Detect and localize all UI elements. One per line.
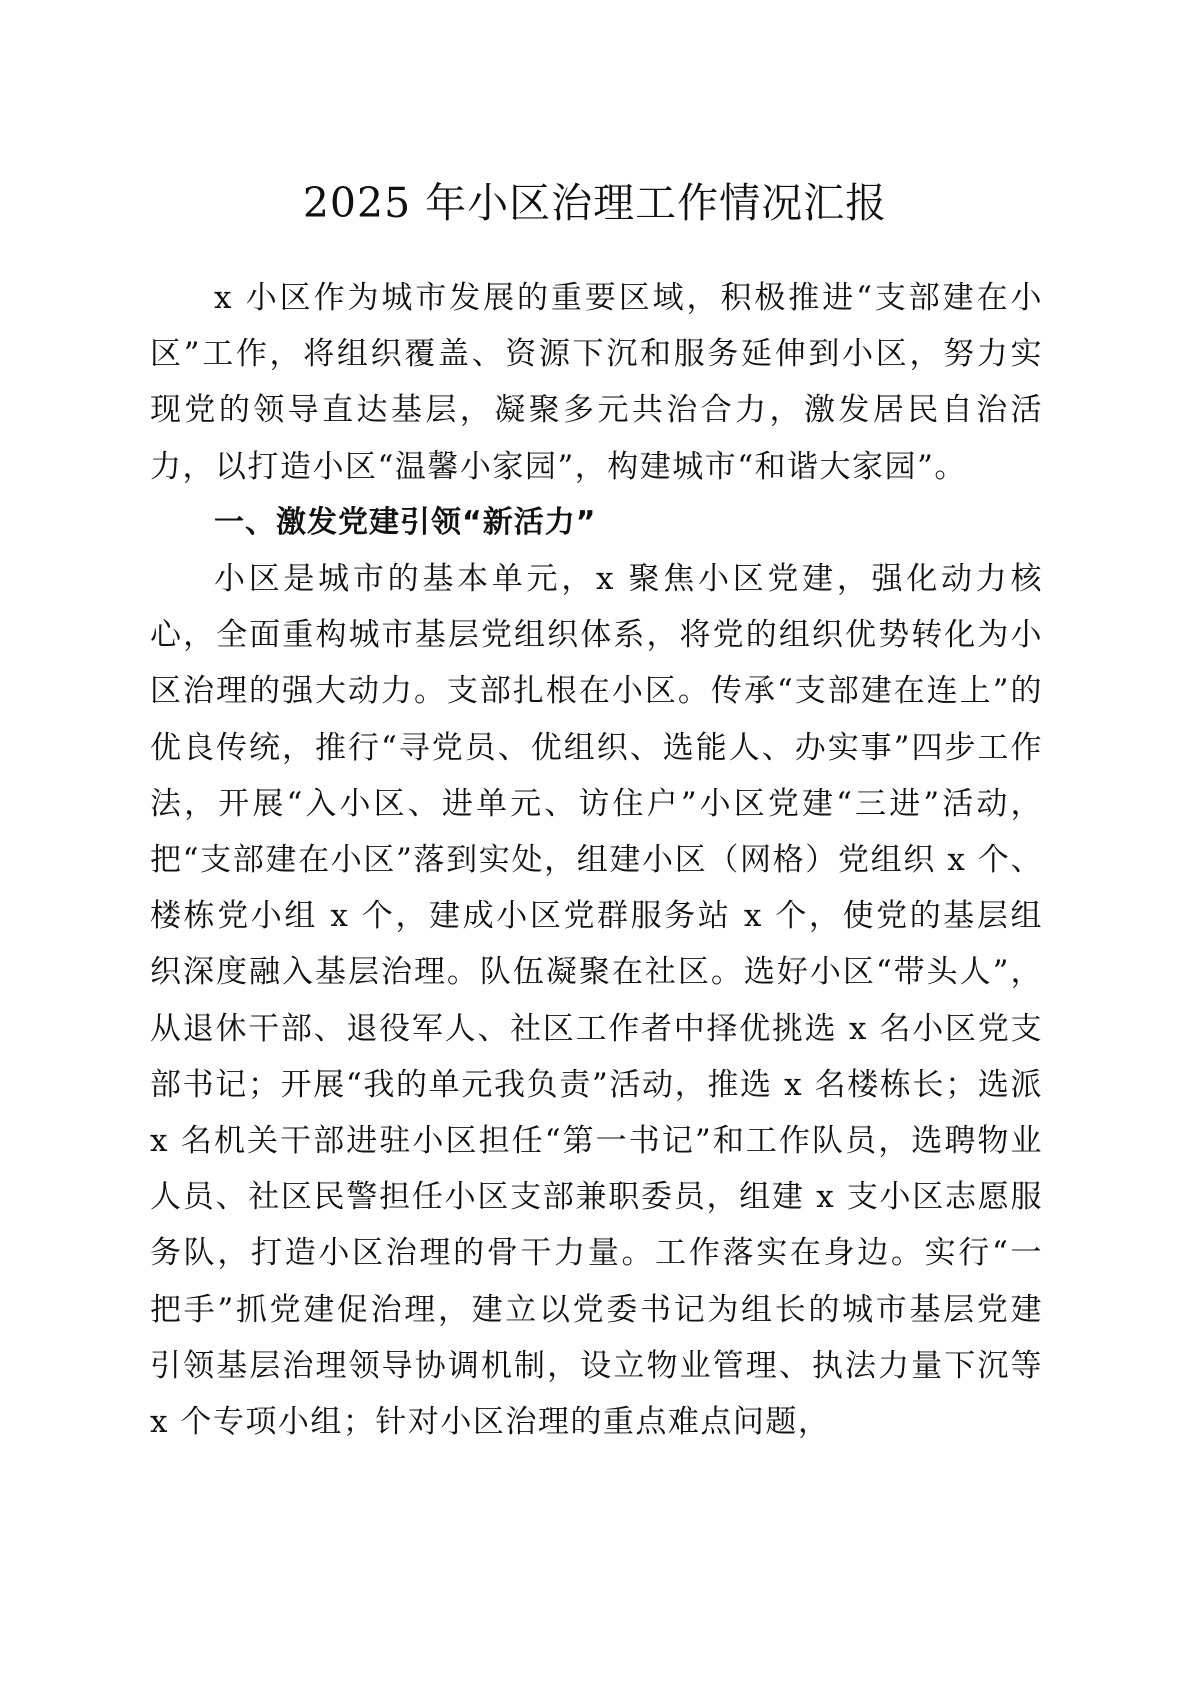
section-body-1: 小区是城市的基本单元，x 聚焦小区党建，强化动力核心，全面重构城市基层党组织体系，将党的组织优势转化为小区治理的强大动力。支部扎根在小区。传承“支部建在连上”的优良传统，推行“寻党员、优组织、选能人、办实事”四步工作法，开展“入小区、进单元、访住户”小区党建“三进”活动，把“支部建在小区”落到实处，组建小区（网格）党组织 x 个、楼栋党小组 x 个，建成小区党群服务站 x 个，使党的基层组织深度融入基层治理。队伍凝聚在社区。选好小区“带头人”，从退休干部、退役军人、社区工作者中择优挑选 x 名小区党支部书记；开展“我的单元我负责”活动，推选 x 名楼栋长；选派 x 名机关干部进驻小区担任“第一书记”和工作队员，选聘物业人员、社区民警担任小区支部兼职委员，组建 x 支小区志愿服务队，打造小区治理的骨干力量。工作落实在身边。实行“一把手”抓党建促治理，建立以党委书记为组长的城市基层党建引领基层治理领导协调机制，设立物业管理、执法力量下沉等 x 个专项小组；针对小区治理的重点难点问题， (150, 561, 1043, 1441)
document-title: 2025 年小区治理工作情况汇报 (302, 179, 888, 227)
section-heading-1: 一、激发党建引领“新活力” (214, 504, 597, 540)
intro-paragraph: x 小区作为城市发展的重要区域，积极推进“支部建在小区”工作，将组织覆盖、资源下沉和服务延伸到小区，努力实现党的领导直达基层，凝聚多元共治合力，激发居民自治活力，以打造小区“温馨小家园”，构建城市“和谐大家园”。 (150, 280, 1043, 485)
document-body (150, 270, 1043, 1450)
